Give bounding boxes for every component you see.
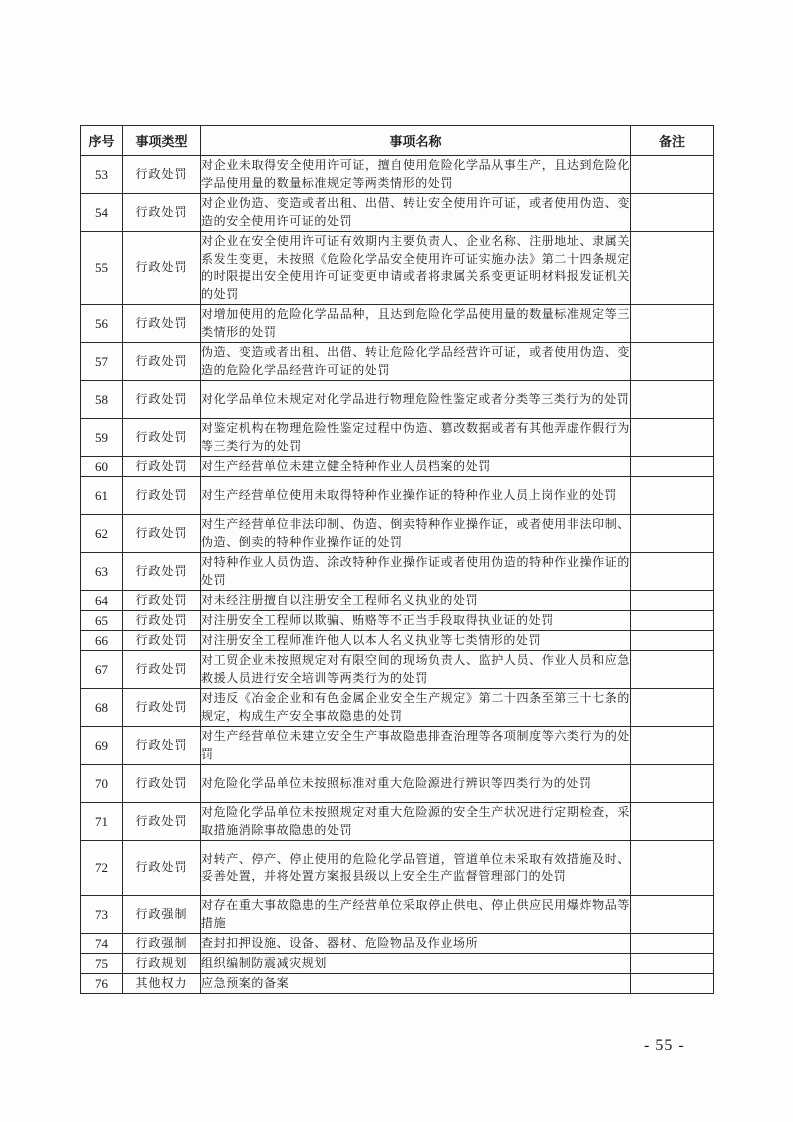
remarks-cell (631, 689, 714, 727)
item-type-cell: 行政处罚 (123, 651, 201, 689)
remarks-cell (631, 727, 714, 765)
remarks-cell (631, 974, 714, 994)
item-name-cell: 对危险化学品单位未按照标准对重大危险源进行辨识等四类行为的处罚 (201, 765, 631, 803)
table-header-row (81, 126, 714, 156)
table-row (81, 803, 714, 841)
serial-number-cell: 71 (81, 803, 123, 841)
item-name-cell: 对危险化学品单位未按照规定对重大危险源的安全生产状况进行定期检查，采取措施消除事故隐患的处罚 (201, 803, 631, 841)
remarks-cell (631, 954, 714, 974)
item-type-cell: 其他权力 (123, 974, 201, 994)
remarks-cell (631, 591, 714, 611)
table-row (81, 477, 714, 515)
remarks-cell (631, 477, 714, 515)
item-type-cell: 行政处罚 (123, 477, 201, 515)
item-type-cell: 行政处罚 (123, 689, 201, 727)
remarks-cell (631, 156, 714, 194)
serial-number-cell: 63 (81, 553, 123, 591)
item-name-cell: 对企业伪造、变造或者出租、出借、转让安全使用许可证，或者使用伪造、变造的安全使用许可证的处罚 (201, 194, 631, 232)
table-row (81, 765, 714, 803)
item-type-cell: 行政处罚 (123, 841, 201, 896)
item-type-cell: 行政处罚 (123, 611, 201, 631)
item-type-cell: 行政强制 (123, 896, 201, 934)
remarks-cell (631, 765, 714, 803)
remarks-cell (631, 553, 714, 591)
item-name-cell: 查封扣押设施、设备、器材、危险物品及作业场所 (201, 934, 631, 954)
serial-number-cell: 65 (81, 611, 123, 631)
item-name-cell: 对工贸企业未按照规定对有限空间的现场负责人、监护人员、作业人员和应急救援人员进行安全培训等两类行为的处罚 (201, 651, 631, 689)
table-row (81, 419, 714, 457)
table-row (81, 343, 714, 381)
item-name-cell: 对生产经营单位未建立健全特种作业人员档案的处罚 (201, 457, 631, 477)
item-name-cell: 对生产经营单位非法印制、伪造、倒卖特种作业操作证，或者使用非法印制、伪造、倒卖的特种作业操作证的处罚 (201, 515, 631, 553)
item-type-cell: 行政处罚 (123, 305, 201, 343)
remarks-cell (631, 343, 714, 381)
item-name-cell: 对注册安全工程师准许他人以本人名义执业等七类情形的处罚 (201, 631, 631, 651)
header-serial-number: 序号 (81, 126, 123, 156)
serial-number-cell: 69 (81, 727, 123, 765)
item-name-cell: 对生产经营单位未建立安全生产事故隐患排查治理等各项制度等六类行为的处罚 (201, 727, 631, 765)
table-row (81, 381, 714, 419)
item-type-cell: 行政处罚 (123, 727, 201, 765)
remarks-cell (631, 381, 714, 419)
remarks-cell (631, 457, 714, 477)
serial-number-cell: 61 (81, 477, 123, 515)
item-type-cell: 行政处罚 (123, 194, 201, 232)
serial-number-cell: 67 (81, 651, 123, 689)
item-name-cell: 对注册安全工程师以欺骗、贿赂等不正当手段取得执业证的处罚 (201, 611, 631, 631)
item-name-cell: 对企业在安全使用许可证有效期内主要负责人、企业名称、注册地址、隶属关系发生变更，未按照《危险化学品安全使用许可证实施办法》第二十四条规定的时限提出安全使用许可证变更申请或者将隶属关系变更证明材料报发证机关的处罚 (201, 232, 631, 305)
item-type-cell: 行政处罚 (123, 232, 201, 305)
item-name-cell: 对增加使用的危险化学品品种，且达到危险化学品使用量的数量标准规定等三类情形的处罚 (201, 305, 631, 343)
item-name-cell: 对鉴定机构在物理危险性鉴定过程中伪造、篡改数据或者有其他弄虚作假行为等三类行为的处罚 (201, 419, 631, 457)
remarks-cell (631, 419, 714, 457)
item-name-cell: 对存在重大事故隐患的生产经营单位采取停止供电、停止供应民用爆炸物品等措施 (201, 896, 631, 934)
item-type-cell: 行政处罚 (123, 419, 201, 457)
serial-number-cell: 64 (81, 591, 123, 611)
remarks-cell (631, 651, 714, 689)
remarks-cell (631, 515, 714, 553)
item-name-cell: 对转产、停产、停止使用的危险化学品管道，管道单位未采取有效措施及时、妥善处置，并将处置方案报县级以上安全生产监督管理部门的处罚 (201, 841, 631, 896)
item-type-cell: 行政处罚 (123, 591, 201, 611)
remarks-cell (631, 611, 714, 631)
table-row (81, 689, 714, 727)
table-row (81, 553, 714, 591)
table-row (81, 934, 714, 954)
header-item-name: 事项名称 (201, 126, 631, 156)
header-item-type: 事项类型 (123, 126, 201, 156)
item-name-cell: 对违反《冶金企业和有色金属企业安全生产规定》第二十四条至第三十七条的规定，构成生产安全事故隐患的处罚 (201, 689, 631, 727)
table-row (81, 727, 714, 765)
table-row (81, 611, 714, 631)
remarks-cell (631, 896, 714, 934)
table-row (81, 651, 714, 689)
remarks-cell (631, 934, 714, 954)
serial-number-cell: 53 (81, 156, 123, 194)
remarks-cell (631, 305, 714, 343)
remarks-cell (631, 194, 714, 232)
item-type-cell: 行政处罚 (123, 457, 201, 477)
serial-number-cell: 75 (81, 954, 123, 974)
serial-number-cell: 74 (81, 934, 123, 954)
serial-number-cell: 66 (81, 631, 123, 651)
item-type-cell: 行政处罚 (123, 803, 201, 841)
item-name-cell: 对化学品单位未规定对化学品进行物理危险性鉴定或者分类等三类行为的处罚 (201, 381, 631, 419)
item-name-cell: 应急预案的备案 (201, 974, 631, 994)
table-row (81, 896, 714, 934)
serial-number-cell: 76 (81, 974, 123, 994)
item-type-cell: 行政处罚 (123, 515, 201, 553)
remarks-cell (631, 631, 714, 651)
remarks-cell (631, 232, 714, 305)
item-name-cell: 组织编制防震减灾规划 (201, 954, 631, 974)
item-type-cell: 行政处罚 (123, 553, 201, 591)
item-type-cell: 行政处罚 (123, 381, 201, 419)
serial-number-cell: 57 (81, 343, 123, 381)
serial-number-cell: 56 (81, 305, 123, 343)
remarks-cell (631, 841, 714, 896)
item-name-cell: 伪造、变造或者出租、出借、转让危险化学品经营许可证，或者使用伪造、变造的危险化学品经营许可证的处罚 (201, 343, 631, 381)
authority-items-table (80, 125, 714, 994)
table-row (81, 457, 714, 477)
item-type-cell: 行政规划 (123, 954, 201, 974)
item-name-cell: 对未经注册擅自以注册安全工程师名义执业的处罚 (201, 591, 631, 611)
serial-number-cell: 60 (81, 457, 123, 477)
item-type-cell: 行政处罚 (123, 156, 201, 194)
table-row (81, 841, 714, 896)
serial-number-cell: 55 (81, 232, 123, 305)
table-body (81, 156, 714, 994)
table-row (81, 954, 714, 974)
serial-number-cell: 54 (81, 194, 123, 232)
table-row (81, 515, 714, 553)
serial-number-cell: 62 (81, 515, 123, 553)
item-type-cell: 行政处罚 (123, 343, 201, 381)
table-row (81, 305, 714, 343)
table-row (81, 591, 714, 611)
serial-number-cell: 73 (81, 896, 123, 934)
table-row (81, 194, 714, 232)
item-name-cell: 对生产经营单位使用未取得特种作业操作证的特种作业人员上岗作业的处罚 (201, 477, 631, 515)
page-number: - 55 - (644, 1037, 685, 1054)
serial-number-cell: 72 (81, 841, 123, 896)
serial-number-cell: 68 (81, 689, 123, 727)
item-name-cell: 对特种作业人员伪造、涂改特种作业操作证或者使用伪造的特种作业操作证的处罚 (201, 553, 631, 591)
item-type-cell: 行政强制 (123, 934, 201, 954)
remarks-cell (631, 803, 714, 841)
header-remarks: 备注 (631, 126, 714, 156)
table-row (81, 156, 714, 194)
serial-number-cell: 70 (81, 765, 123, 803)
serial-number-cell: 59 (81, 419, 123, 457)
table-row (81, 232, 714, 305)
serial-number-cell: 58 (81, 381, 123, 419)
table-row (81, 631, 714, 651)
item-name-cell: 对企业未取得安全使用许可证，擅自使用危险化学品从事生产，且达到危险化学品使用量的数量标准规定等两类情形的处罚 (201, 156, 631, 194)
item-type-cell: 行政处罚 (123, 631, 201, 651)
item-type-cell: 行政处罚 (123, 765, 201, 803)
table-row (81, 974, 714, 994)
